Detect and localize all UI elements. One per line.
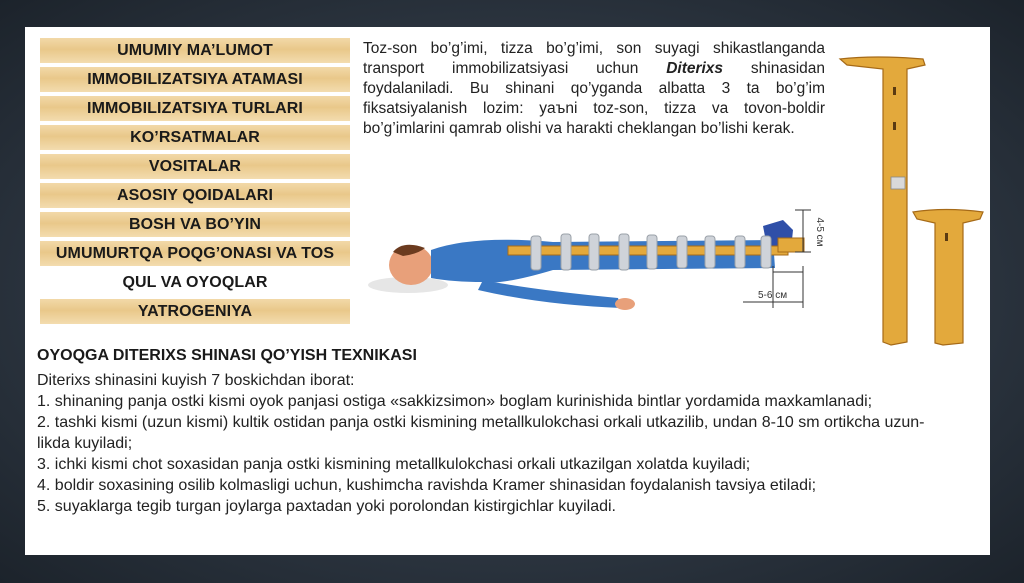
intro-text-after: shinasidan foydalaniladi. Bu shinani qo’yganda albatta 3 ta bo’g’im fiksatsiyalanish lozim: yaъni toz-son, tizza va tovon-boldir bo’g’imlarini qamrab olishi va harakti cheklangan bo’lishi kerak. — [363, 60, 826, 137]
intro-paragraph — [363, 39, 825, 139]
menu-item-umurtqa[interactable]: UMUMURTQA POQG’ONASI VA TOS — [40, 241, 350, 266]
diterixs-splint-illustration — [835, 47, 985, 347]
menu-item-qul-oyoqlar[interactable]: QUL VA OYOQLAR — [40, 270, 350, 295]
menu-item-yatrogeniya[interactable]: YATROGENIYA — [40, 299, 350, 324]
steps-list — [37, 370, 982, 517]
menu-item-korsatmalar[interactable]: KO’RSATMALAR — [40, 125, 350, 150]
topic-menu — [40, 38, 350, 328]
dim-horizontal-label: 5-6 см — [758, 290, 788, 301]
menu-item-vositalar[interactable]: VOSITALAR — [40, 154, 350, 179]
step-2: 2. tashki kismi (uzun kismi) kultik ostidan panja ostki kismining metallkulokchasi orkali utkazilib, undan 8-10 sm ortikcha uzun- — [37, 414, 925, 431]
step-2-cont: likda kuyiladi; — [37, 435, 133, 452]
step-5: 5. suyaklarga tegib turgan joylarga paxtadan yoki porolondan kistirgichlar kuyiladi. — [37, 498, 616, 515]
menu-item-umumiy[interactable]: UMUMIY MA’LUMOT — [40, 38, 350, 63]
steps-lead: Diterixs shinasini kuyish 7 boskichdan iborat: — [37, 372, 355, 389]
step-4: 4. boldir soxasining osilib kolmasligi uchun, kushimcha ravishda Kramer shinasidan foydalanish tavsiya etiladi; — [37, 477, 817, 494]
section-title: OYOQGA DITERIXS SHINASI QO’YISH TEXNIKASI — [37, 347, 417, 364]
slide — [25, 27, 990, 555]
menu-item-atamasi[interactable]: IMMOBILIZATSIYA ATAMASI — [40, 67, 350, 92]
intro-emphasis: Diterixs — [666, 60, 724, 77]
intro-text-before: Toz-son bo’g’imi, tizza bo’g’imi, son suyagi shikastlanganda transport immobilizatsiyasi uchun — [363, 40, 825, 77]
patient-splint-illustration — [363, 190, 823, 330]
dim-vertical-label: 4-5 см — [814, 217, 825, 247]
step-3: 3. ichki kismi chot soxasidan panja ostki kismining metallkulokchasi orkali utkazilgan xolatda kuyiladi; — [37, 456, 751, 473]
step-1: 1. shinaning panja ostki kismi oyok panjasi ostiga «sakkizsimon» boglam kurinishida bintlar yordamida maxkamlanadi; — [37, 393, 873, 410]
menu-item-bosh-boyin[interactable]: BOSH VA BO’YIN — [40, 212, 350, 237]
menu-item-turlari[interactable]: IMMOBILIZATSIYA TURLARI — [40, 96, 350, 121]
menu-item-qoidalari[interactable]: ASOSIY QOIDALARI — [40, 183, 350, 208]
